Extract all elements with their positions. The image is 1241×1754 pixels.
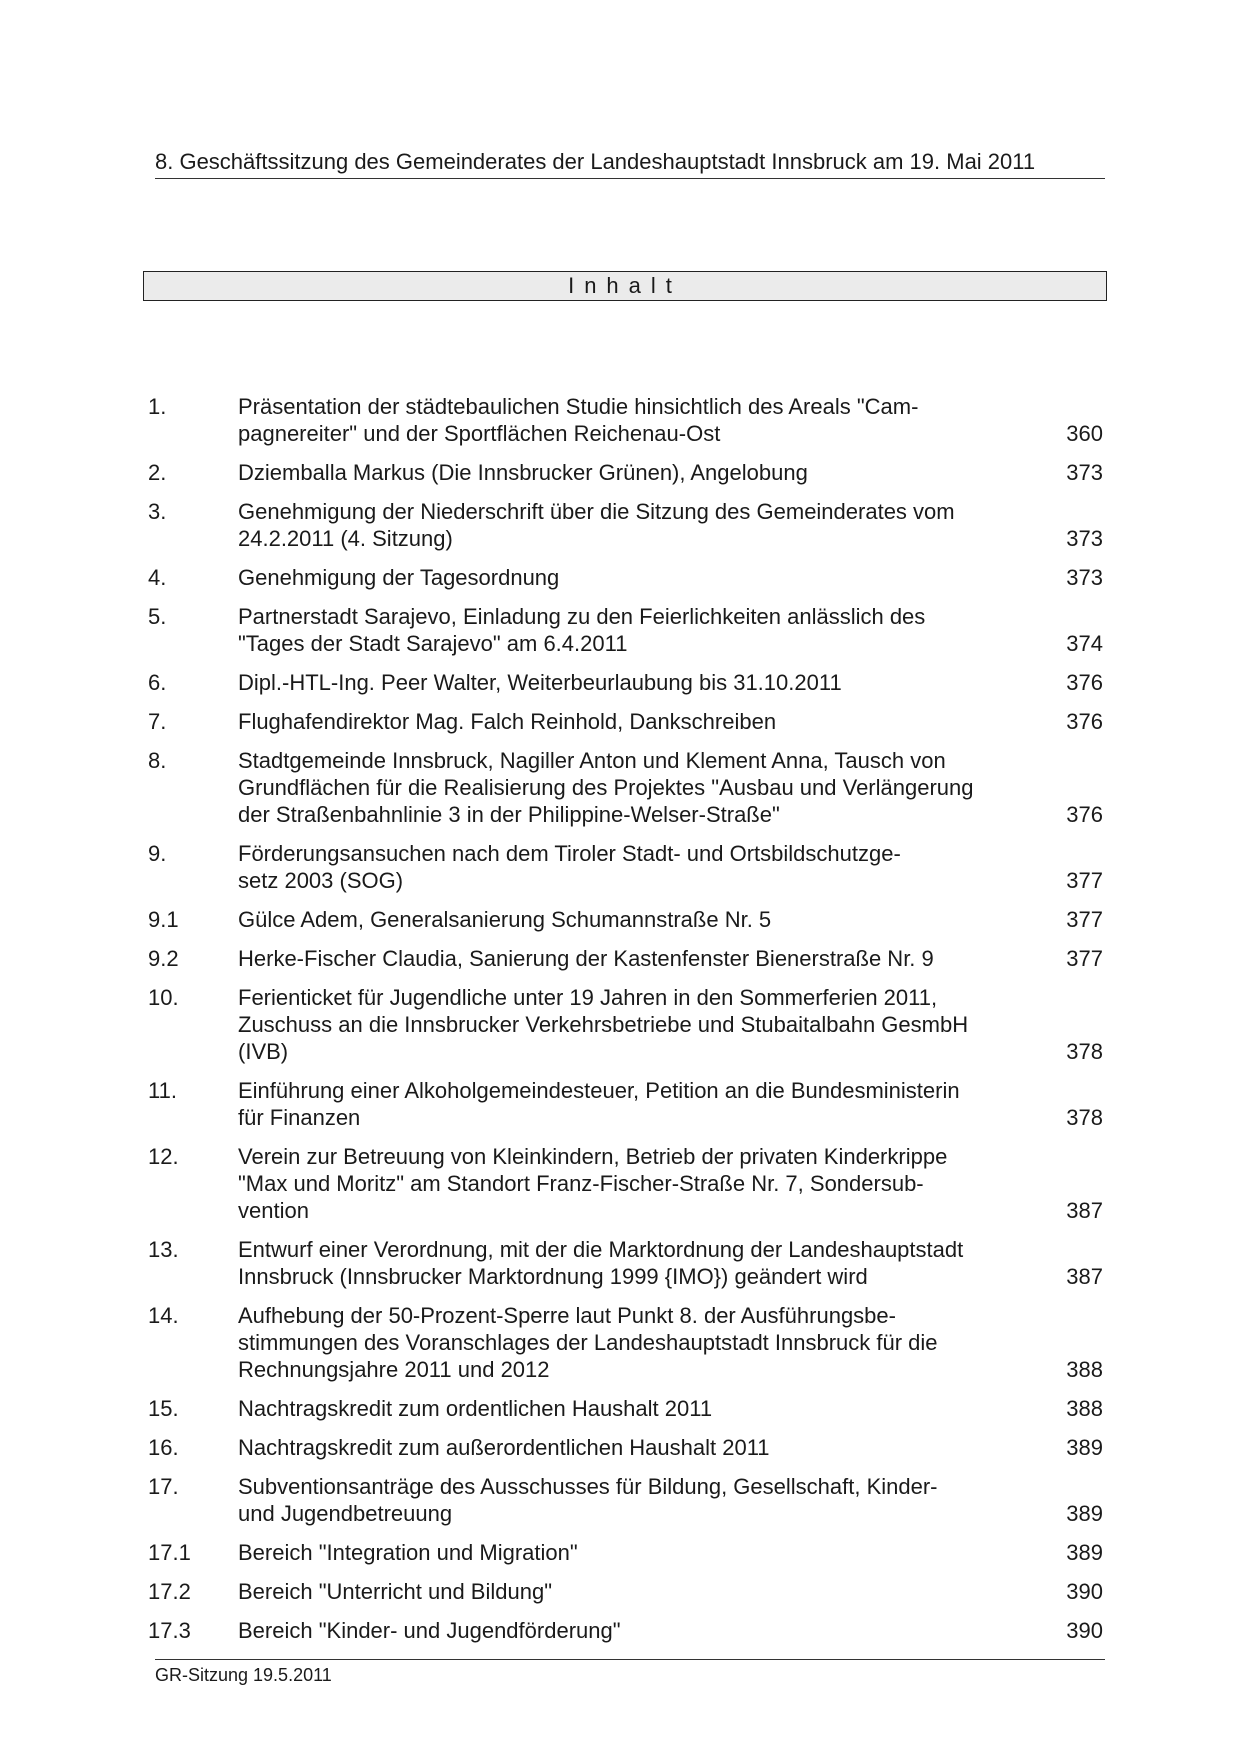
toc-entry-number: 16. xyxy=(148,1435,179,1460)
toc-entry-title: Ferienticket für Jugendliche unter 19 Jahren in den Sommerferien 2011, Zuschuss an die Innsbrucker Verkehrsbetriebe und Stubaitalbahn GesmbH (IVB) xyxy=(238,985,969,1064)
toc-entry-number: 3. xyxy=(148,499,167,524)
toc-entry-page: 389 xyxy=(1066,1501,1103,1526)
toc-entry-title: Genehmigung der Niederschrift über die Sitzung des Gemeinderates vom 24.2.2011 (4. Sitzung) xyxy=(238,499,955,551)
toc-entry-title: Partnerstadt Sarajevo, Einladung zu den Feierlichkeiten anlässlich des "Tages der Stadt Sarajevo" am 6.4.2011 xyxy=(238,604,926,656)
toc-entry-page: 378 xyxy=(1066,1105,1103,1130)
toc-entry-title: Dipl.-HTL-Ing. Peer Walter, Weiterbeurlaubung bis 31.10.2011 xyxy=(238,670,842,695)
toc-entry-page: 387 xyxy=(1066,1264,1103,1289)
toc-entry-number: 14. xyxy=(148,1303,179,1328)
toc-entry-number: 17. xyxy=(148,1474,179,1499)
toc-entry-page: 374 xyxy=(1066,631,1103,656)
toc-entry xyxy=(148,945,1103,972)
toc-entry xyxy=(148,1617,1103,1644)
toc-entry-number: 17.3 xyxy=(148,1618,191,1643)
toc-entry xyxy=(148,1395,1103,1422)
page-header: 8. Geschäftssitzung des Gemeinderates der Landeshauptstadt Innsbruck am 19. Mai 2011 xyxy=(155,149,1105,179)
toc-entry-title: Herke-Fischer Claudia, Sanierung der Kastenfenster Bienerstraße Nr. 9 xyxy=(238,946,934,971)
toc-entry-number: 10. xyxy=(148,985,179,1010)
toc-entry-page: 360 xyxy=(1066,421,1103,446)
toc-entry-page: 390 xyxy=(1066,1579,1103,1604)
toc-entry-number: 15. xyxy=(148,1396,179,1421)
toc-entry-page: 376 xyxy=(1066,670,1103,695)
toc-entry xyxy=(148,459,1103,486)
toc-entry-page: 387 xyxy=(1066,1198,1103,1223)
toc-entry-number: 8. xyxy=(148,748,167,773)
toc-entry-page: 373 xyxy=(1066,526,1103,551)
toc-entry-title: Nachtragskredit zum ordentlichen Haushalt 2011 xyxy=(238,1396,713,1421)
table-of-contents xyxy=(148,393,1103,1656)
toc-entry xyxy=(148,840,1103,894)
toc-entry-page: 388 xyxy=(1066,1396,1103,1421)
toc-entry xyxy=(148,393,1103,447)
toc-entry-page: 389 xyxy=(1066,1435,1103,1460)
toc-entry-title: Subventionsanträge des Ausschusses für Bildung, Gesellschaft, Kinder- und Jugendbetreuung xyxy=(238,1474,938,1526)
toc-entry xyxy=(148,1143,1103,1224)
section-title: Inhalt xyxy=(143,271,1107,301)
toc-entry xyxy=(148,1578,1103,1605)
toc-entry xyxy=(148,564,1103,591)
toc-entry-number: 11. xyxy=(148,1078,177,1103)
toc-entry-page: 377 xyxy=(1066,868,1103,893)
toc-entry xyxy=(148,1539,1103,1566)
toc-entry xyxy=(148,708,1103,735)
toc-entry-number: 2. xyxy=(148,460,167,485)
toc-entry-number: 5. xyxy=(148,604,167,629)
toc-entry-page: 376 xyxy=(1066,802,1103,827)
toc-entry-number: 9.2 xyxy=(148,946,179,971)
toc-entry-title: Flughafendirektor Mag. Falch Reinhold, Dankschreiben xyxy=(238,709,777,734)
toc-entry-page: 373 xyxy=(1066,460,1103,485)
toc-entry xyxy=(148,1236,1103,1290)
toc-entry-title: Nachtragskredit zum außerordentlichen Haushalt 2011 xyxy=(238,1435,770,1460)
toc-entry-number: 6. xyxy=(148,670,167,695)
toc-entry-title: Einführung einer Alkoholgemeindesteuer, Petition an die Bundesministerin für Finanzen xyxy=(238,1078,960,1130)
toc-entry-title: Genehmigung der Tagesordnung xyxy=(238,565,560,590)
toc-entry-number: 4. xyxy=(148,565,167,590)
toc-entry xyxy=(148,603,1103,657)
toc-entry-number: 13. xyxy=(148,1237,179,1262)
toc-entry-page: 390 xyxy=(1066,1618,1103,1643)
toc-entry-number: 7. xyxy=(148,709,167,734)
toc-entry-number: 17.1 xyxy=(148,1540,191,1565)
toc-entry xyxy=(148,1302,1103,1383)
toc-entry xyxy=(148,1473,1103,1527)
toc-entry-page: 376 xyxy=(1066,709,1103,734)
toc-entry-title: Stadtgemeinde Innsbruck, Nagiller Anton und Klement Anna, Tausch von Grundflächen für die Realisierung des Projektes "Ausbau und Verlängerung der Straßenbahnlinie 3 in der Philippine-Welser-Straße" xyxy=(238,748,974,827)
toc-entry-page: 378 xyxy=(1066,1039,1103,1064)
toc-entry-page: 377 xyxy=(1066,946,1103,971)
toc-entry xyxy=(148,984,1103,1065)
toc-entry xyxy=(148,669,1103,696)
toc-entry-page: 389 xyxy=(1066,1540,1103,1565)
toc-entry-number: 17.2 xyxy=(148,1579,191,1604)
toc-entry-number: 9.1 xyxy=(148,907,179,932)
toc-entry-title: Gülce Adem, Generalsanierung Schumannstraße Nr. 5 xyxy=(238,907,772,932)
toc-entry-title: Dziemballa Markus (Die Innsbrucker Grünen), Angelobung xyxy=(238,460,808,485)
toc-entry-title: Förderungsansuchen nach dem Tiroler Stadt- und Ortsbildschutzge- setz 2003 (SOG) xyxy=(238,841,901,893)
toc-entry-number: 9. xyxy=(148,841,167,866)
toc-entry-page: 377 xyxy=(1066,907,1103,932)
toc-entry-title: Aufhebung der 50-Prozent-Sperre laut Punkt 8. der Ausführungsbe- stimmungen des Voranschlages der Landeshauptstadt Innsbruck für die Rechnungsjahre 2011 und 2012 xyxy=(238,1303,938,1382)
toc-entry-page: 373 xyxy=(1066,565,1103,590)
toc-entry-title: Entwurf einer Verordnung, mit der die Marktordnung der Landeshauptstadt Innsbruck (Innsbrucker Marktordnung 1999 {IMO}) geändert wird xyxy=(238,1237,964,1289)
toc-entry xyxy=(148,747,1103,828)
page-footer: GR-Sitzung 19.5.2011 xyxy=(155,1659,1105,1686)
toc-entry xyxy=(148,1434,1103,1461)
toc-entry xyxy=(148,498,1103,552)
toc-entry-title: Bereich "Unterricht und Bildung" xyxy=(238,1579,553,1604)
toc-entry-page: 388 xyxy=(1066,1357,1103,1382)
toc-entry xyxy=(148,1077,1103,1131)
toc-entry-title: Präsentation der städtebaulichen Studie hinsichtlich des Areals "Cam- pagnereiter" und der Sportflächen Reichenau-Ost xyxy=(238,394,919,446)
toc-entry-title: Bereich "Kinder- und Jugendförderung" xyxy=(238,1618,621,1643)
toc-entry xyxy=(148,906,1103,933)
toc-entry-title: Verein zur Betreuung von Kleinkindern, Betrieb der privaten Kinderkrippe "Max und Moritz" am Standort Franz-Fischer-Straße Nr. 7, Sondersub- vention xyxy=(238,1144,948,1223)
toc-entry-number: 12. xyxy=(148,1144,179,1169)
toc-entry-number: 1. xyxy=(148,394,167,419)
toc-entry-title: Bereich "Integration und Migration" xyxy=(238,1540,578,1565)
